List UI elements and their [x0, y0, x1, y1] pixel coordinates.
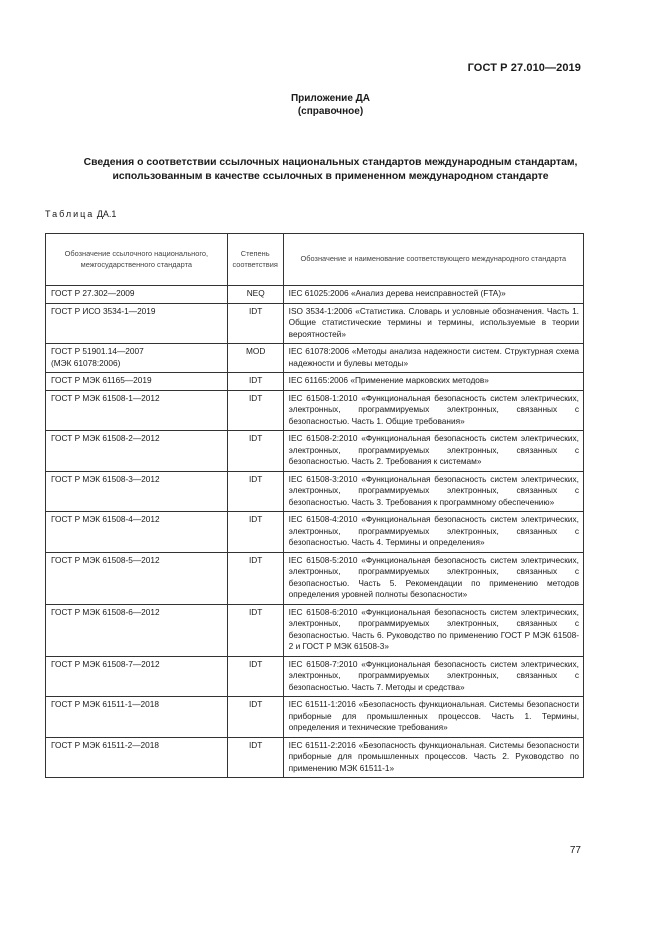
- international-standard-cell: IEC 61508-5:2010 «Функциональная безопасность систем электрических, электронных, программируемых электронных, связанных с безопасностью. Часть 5. Рекомендации по применению методов определения уровней полноты безопасности»: [283, 552, 583, 604]
- table-row: [46, 737, 584, 778]
- table-row: [46, 552, 584, 604]
- international-standard-cell: IEC 61165:2006 «Применение марковских методов»: [283, 373, 583, 391]
- national-standard-cell: ГОСТ Р МЭК 61511-2—2018: [46, 737, 228, 778]
- table-row: [46, 390, 584, 431]
- degree-cell: IDT: [227, 737, 283, 778]
- degree-cell: IDT: [227, 552, 283, 604]
- international-standard-cell: IEC 61511-2:2016 «Безопасность функциональная. Системы безопасности приборные для промышленных процессов. Часть 2. Руководство по применению МЭК 61511-1»: [283, 737, 583, 778]
- degree-cell: IDT: [227, 697, 283, 738]
- international-standard-cell: IEC 61025:2006 «Анализ дерева неисправностей (FTA)»: [283, 286, 583, 304]
- national-standard-cell: ГОСТ Р МЭК 61508-3—2012: [46, 471, 228, 512]
- national-standard-cell: ГОСТ Р ИСО 3534-1—2019: [46, 303, 228, 344]
- national-standard-cell: ГОСТ Р МЭК 61508-7—2012: [46, 656, 228, 697]
- international-standard-cell: IEC 61078:2006 «Методы анализа надежности систем. Структурная схема надежности и булевы методы»: [283, 344, 583, 373]
- international-standard-cell: IEC 61508-7:2010 «Функциональная безопасность систем электрических, электронных, программируемых электронных, связанных с безопасностью. Часть 7. Методы и средства»: [283, 656, 583, 697]
- section-heading: Сведения о соответствии ссылочных национальных стандартов международным стандартам, использованным в качестве ссылочных в примененном международном стандарте: [83, 157, 578, 182]
- correspondence-table: [45, 233, 584, 778]
- national-standard-text: ГОСТ Р 51901.14—2007 (МЭК 61078:2006): [51, 346, 144, 368]
- degree-cell: IDT: [227, 656, 283, 697]
- table-caption-id: ДА.1: [96, 209, 117, 219]
- national-standard-cell: ГОСТ Р МЭК 61508-1—2012: [46, 390, 228, 431]
- table-row: [46, 656, 584, 697]
- degree-cell: IDT: [227, 431, 283, 472]
- column-header-degree: Степень соответствия: [227, 234, 283, 286]
- international-standard-cell: IEC 61508-3:2010 «Функциональная безопасность систем электрических, электронных, программируемых электронных, связанных с безопасностью. Часть 3. Требования к программному обеспечению»: [283, 471, 583, 512]
- international-standard-cell: IEC 61508-4:2010 «Функциональная безопасность систем электрических, электронных, программируемых электронных, связанных с безопасностью. Часть 4. Термины и определения»: [283, 512, 583, 553]
- degree-cell: IDT: [227, 373, 283, 391]
- table-row: [46, 344, 584, 373]
- national-standard-cell: ГОСТ Р МЭК 61508-6—2012: [46, 604, 228, 656]
- annex-title: [0, 92, 661, 118]
- table-header-row: [46, 234, 584, 286]
- annex-name: Приложение ДА: [290, 93, 371, 104]
- table-row: [46, 512, 584, 553]
- international-standard-cell: IEC 61511-1:2016 «Безопасность функциональная. Системы безопасности приборные для промышленных процессов. Часть 1. Термины, определения и технические требования»: [283, 697, 583, 738]
- degree-cell: MOD: [227, 344, 283, 373]
- degree-cell: IDT: [227, 512, 283, 553]
- table-row: [46, 373, 584, 391]
- national-standard-cell: ГОСТ Р МЭК 61511-1—2018: [46, 697, 228, 738]
- table-row: [46, 286, 584, 304]
- international-standard-cell: IEC 61508-6:2010 «Функциональная безопасность систем электрических, электронных, программируемых электронных, связанных с безопасностью. Часть 6. Руководство по применению ГОСТ Р МЭК 61508-2 и ГОСТ Р МЭК 61508-3»: [283, 604, 583, 656]
- national-standard-cell: ГОСТ Р МЭК 61508-4—2012: [46, 512, 228, 553]
- national-standard-cell: ГОСТ Р 27.302—2009: [46, 286, 228, 304]
- table-row: [46, 604, 584, 656]
- national-standard-cell: [46, 344, 228, 373]
- degree-cell: NEQ: [227, 286, 283, 304]
- annex-subtitle: (справочное): [297, 106, 364, 117]
- national-standard-cell: ГОСТ Р МЭК 61508-2—2012: [46, 431, 228, 472]
- column-header-national: Обозначение ссылочного национального, межгосударственного стандарта: [46, 234, 228, 286]
- degree-cell: IDT: [227, 390, 283, 431]
- table-row: [46, 471, 584, 512]
- international-standard-cell: IEC 61508-2:2010 «Функциональная безопасность систем электрических, электронных, программируемых электронных, связанных с безопасностью. Часть 2. Требования к системам»: [283, 431, 583, 472]
- table-caption: [45, 209, 116, 219]
- degree-cell: IDT: [227, 604, 283, 656]
- table-caption-word: Таблица: [45, 209, 95, 219]
- document-code: ГОСТ Р 27.010—2019: [467, 62, 581, 74]
- degree-cell: IDT: [227, 471, 283, 512]
- page-number: 77: [569, 845, 581, 856]
- table-row: [46, 697, 584, 738]
- column-header-international: Обозначение и наименование соответствующего международного стандарта: [283, 234, 583, 286]
- table-row: [46, 303, 584, 344]
- degree-cell: IDT: [227, 303, 283, 344]
- international-standard-cell: ISO 3534-1:2006 «Статистика. Словарь и условные обозначения. Часть 1. Общие статистические термины и термины, используемые в теории вероятностей»: [283, 303, 583, 344]
- national-standard-cell: ГОСТ Р МЭК 61165—2019: [46, 373, 228, 391]
- international-standard-cell: IEC 61508-1:2010 «Функциональная безопасность систем электрических, электронных, программируемых электронных, связанных с безопасностью. Часть 1. Общие требования»: [283, 390, 583, 431]
- table-row: [46, 431, 584, 472]
- national-standard-cell: ГОСТ Р МЭК 61508-5—2012: [46, 552, 228, 604]
